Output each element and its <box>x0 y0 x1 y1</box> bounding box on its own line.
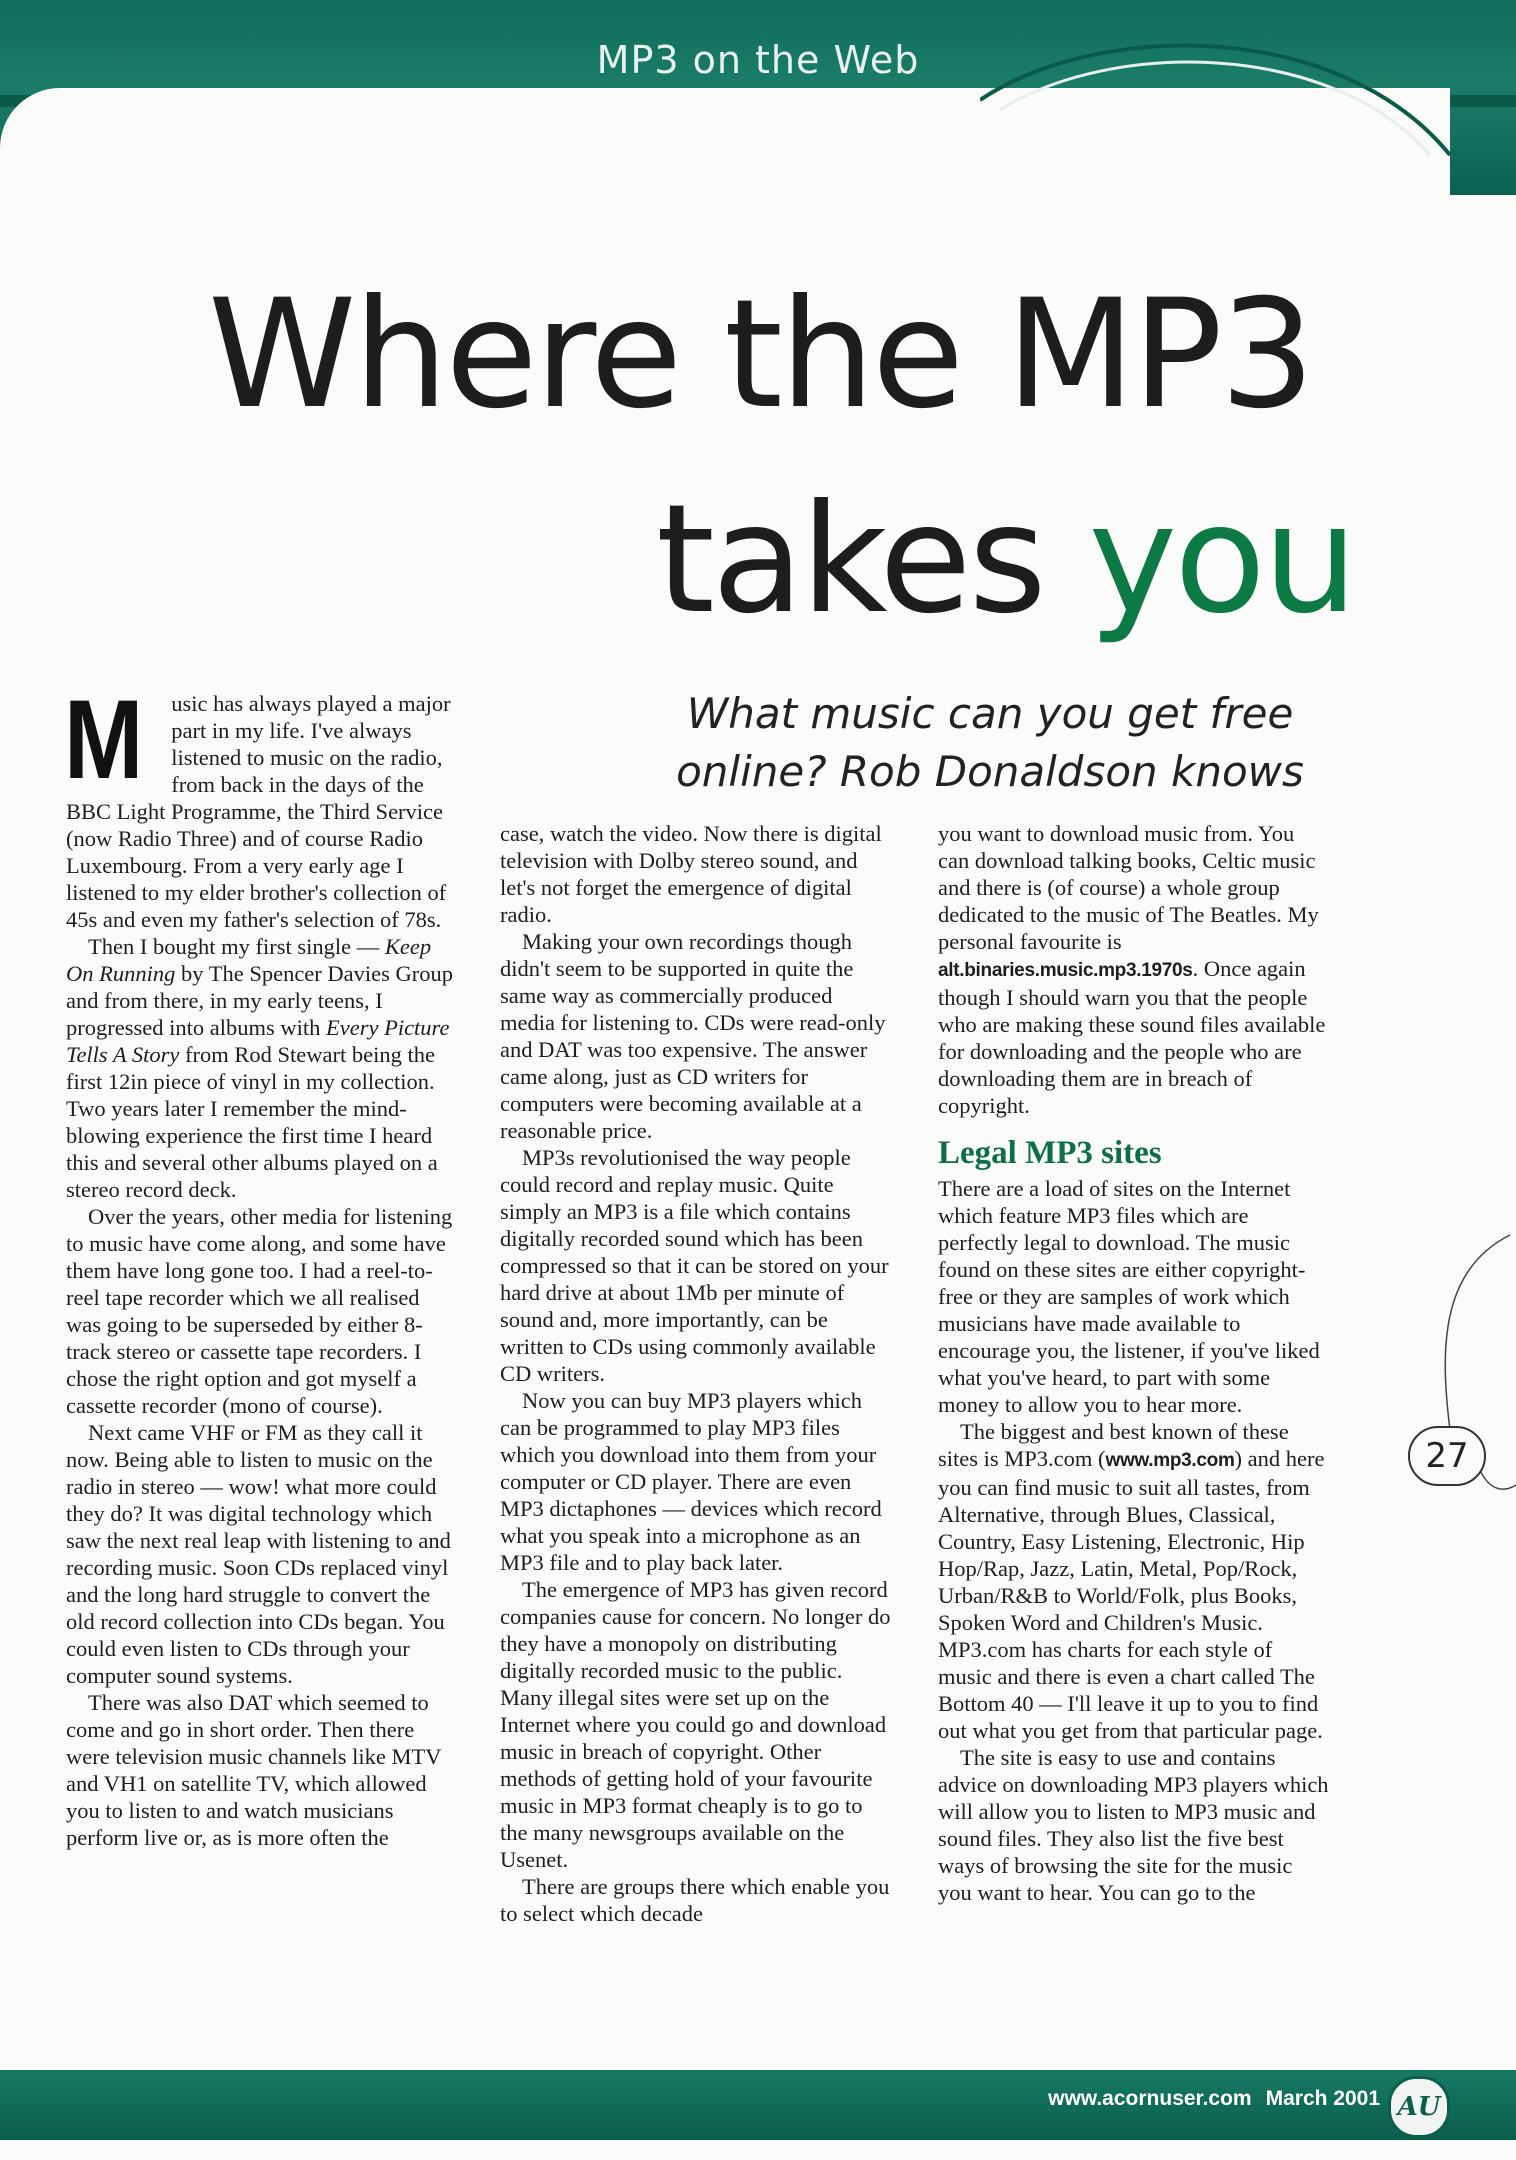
paragraph: Next came VHF or FM as they call it now. Being able to listen to music on the radio in stereo — wow! what more could they do? It was digital technology which saw the next real leap with listening to and recording music. Soon CDs replaced vinyl and the long hard struggle to convert the old record collection into CDs began. You could even listen to CDs through your computer sound systems. <box>66 1420 451 1688</box>
paragraph: Now you can buy MP3 players which can be programmed to play MP3 files which you download into them from your computer or CD player. There are even MP3 dictaphones — devices which record what you speak into a microphone as an MP3 file and to play back later. <box>500 1388 882 1575</box>
standfirst: What music can you get free online? Rob Donaldson knows <box>676 689 1304 796</box>
subheading: Legal MP3 sites <box>938 1135 1162 1171</box>
headline-line-2-main: takes <box>656 473 1089 647</box>
acorn-user-logo: AU <box>1388 2076 1450 2138</box>
page-number: 27 <box>1408 1426 1486 1486</box>
album-title: Every Picture Tells A Story <box>66 1015 450 1067</box>
paragraph-text: by The Spencer Davies Group and from there, in my early teens, I progressed into albums with <box>66 961 454 1040</box>
paragraph-text: you want to download music from. You can download talking books, Celtic music and there is (of course) a whole group dedicated to the music of The Beatles. My personal favourite is <box>938 821 1319 954</box>
section-title: MP3 on the Web <box>596 38 920 82</box>
paragraph <box>64 677 458 933</box>
paragraph-text: ) and here you can find music to suit all tastes, from Alternative, through Blues, Classical, Country, Easy Listening, Electronic, Hip Hop/Rap, Jazz, Latin, Metal, Pop/Rock, Urban/R&B to World/Folk, plus Books, Spoken Word and Children's Music. MP3.com has charts for each style of music and there is even a chart called The Bottom 40 — I'll leave it up to you to find out what you get from that particular page. <box>938 1446 1325 1743</box>
paragraph: There are a load of sites on the Internet which feature MP3 files which are perfectly legal to download. The music found on these sites are either copyright-free or they are samples of work which musicians have made available to encourage you, the listener, if you've liked what you've heard, to part with some money to allow you to hear more. <box>938 1176 1320 1417</box>
footer-url[interactable]: www.acornuser.com <box>1048 2087 1252 2110</box>
paragraph: There was also DAT which seemed to come and go in short order. Then there were television music channels like MTV and VH1 on satellite TV, which allowed you to listen to and watch musicians perform live or, as is more often the <box>66 1690 442 1850</box>
paragraph: MP3s revolutionised the way people could record and replay music. Quite simply an MP3 is a file which contains digitally recorded sound which has been compressed so that it can be stored on your hard drive at about 1Mb per minute of sound and, more importantly, can be written to CDs using commonly available CD writers. <box>500 1145 889 1386</box>
paragraph: Making your own recordings though didn't seem to be supported in quite the same way as commercially produced media for listening to. CDs were read-only and DAT was too expensive. The answer came along, just as CD writers for computers were becoming available at a reasonable price. <box>500 929 886 1143</box>
paragraph <box>66 933 458 1203</box>
paragraph: case, watch the video. Now there is digital television with Dolby stereo sound, and let's not forget the emergence of digital radio. <box>500 821 882 927</box>
article-column-1 <box>64 677 458 1851</box>
footer-date: March 2001 <box>1265 2087 1380 2110</box>
paragraph-text: . Once again though I should warn you that the people who are making these sound files available for downloading and the people who are downloading them are in breach of copyright. <box>938 956 1326 1118</box>
paragraph: Over the years, other media for listening to music have come along, and some have them have long gone too. I had a reel-to-reel tape recorder which we all realised was going to be superseded by either 8-track stereo or cassette tape recorders. I chose the right option and got myself a cassette recorder (mono of course). <box>66 1204 453 1418</box>
paragraph: The emergence of MP3 has given record companies cause for concern. No longer do they have a monopoly on distributing digitally recorded music to the public. Many illegal sites were set up on the Internet where you could go and download music in breach of copyright. Other methods of getting hold of your favourite music in MP3 format cheaply is to go to the many newsgroups available on the Usenet. <box>500 1577 891 1872</box>
paragraph-text: usic has always played a major part in my life. I've always listened to music on the radio, from back in the days of the BBC Light Programme, the Third Service (now Radio Three) and of course Radio Luxembourg. From a very early age I listened to my elder brother's collection of 45s and even my father's selection of 78s. <box>66 691 451 932</box>
footer-info <box>1000 2087 1380 2111</box>
website-url: www.mp3.com <box>1105 1450 1235 1471</box>
paragraph: The site is easy to use and contains advice on downloading MP3 players which will allow you to listen to MP3 music and sound files. They also list the five best ways of browsing the site for the music you want to hear. You can go to the <box>938 1745 1329 1905</box>
drop-cap: M <box>64 677 144 802</box>
paragraph <box>938 820 1330 1119</box>
headline-line-2 <box>656 473 1355 647</box>
article-column-3 <box>938 820 1330 1906</box>
song-title: Keep On Running <box>66 934 432 986</box>
paragraph-text: from Rod Stewart being the first 12in piece of vinyl in my collection. Two years later I remember the mind-blowing experience the first time I heard this and several other albums played on a stereo record deck. <box>66 1042 438 1202</box>
headline-accent-word: you <box>1088 473 1355 647</box>
newsgroup-name: alt.binaries.music.mp3.1970s <box>938 960 1193 981</box>
paragraph-text: The biggest and best known of these sites is MP3.com ( <box>938 1419 1289 1471</box>
paragraph <box>938 1418 1330 1744</box>
headline-line-1: Where the MP3 <box>208 268 1313 442</box>
article-column-2 <box>500 820 892 1927</box>
paragraph: There are groups there which enable you to select which decade <box>500 1874 890 1926</box>
paragraph-text: Then I bought my first single — <box>88 934 385 959</box>
